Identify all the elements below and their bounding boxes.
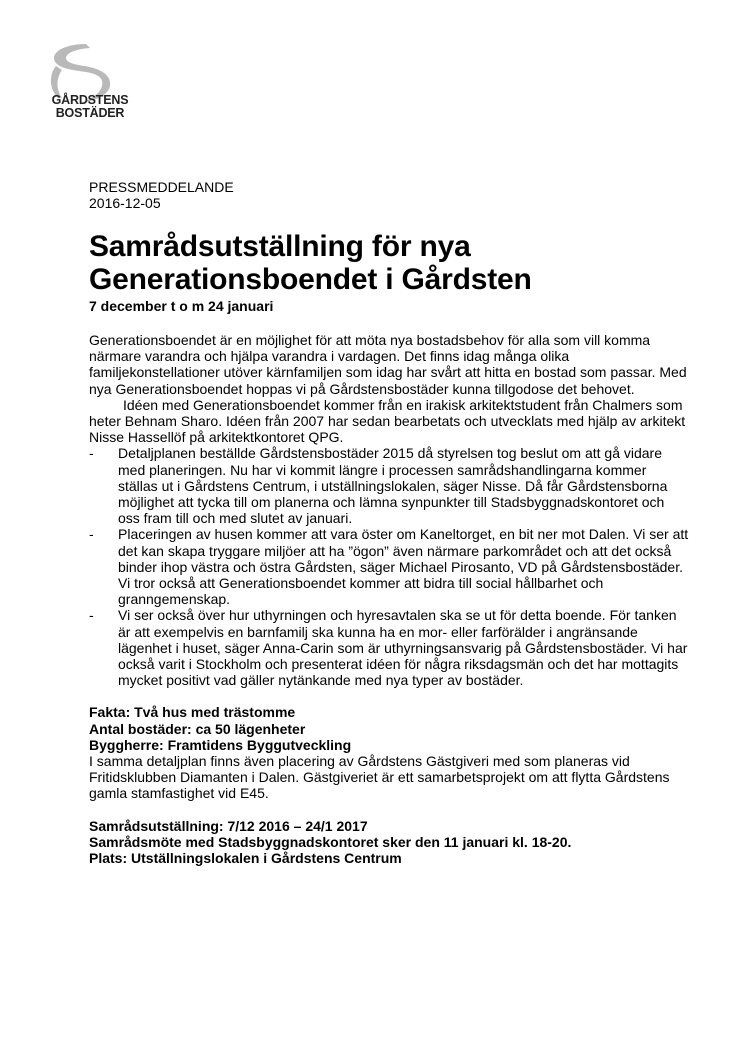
extra-paragraph: I samma detaljplan finns även placering av Gårdstens Gästgiveri med som planeras vid Fritidsklubben Diamanten i Dalen. Gästgiveriet är ett samarbetsprojekt om att flytta Gårdstens gamla stamfastighet vid E45. [89, 753, 670, 802]
fact-structure: Fakta: Två hus med trästomme [89, 704, 296, 721]
logo-line-2: BOSTÄDER [55, 106, 125, 120]
fact-developer: Byggherre: Framtidens Byggutveckling [89, 736, 352, 753]
page-subtitle: 7 december t o m 24 januari [89, 298, 274, 314]
title-line-2: Generationsboendet i Gårdsten [89, 263, 532, 296]
exhibition-location: Plats: Utställningslokalen i Gårdstens Centrum [89, 850, 402, 867]
document-type: PRESSMEDDELANDE [89, 179, 234, 195]
consultation-meeting: Samrådsmöte med Stadsbyggnadskontoret sker den 11 januari kl. 18-20. [89, 833, 572, 850]
list-item: - Placeringen av husen kommer att vara öster om Kaneltorget, en bit ner mot Dalen. Vi ser att det kan skapa tryggare miljöer att ha ”ögon” även närmare parkområdet och att det också binder ihop västra och östra Gårdsten, säger Michael Pirosanto, VD på Gårdstensbostäder. Vi tror också att Generationsboendet kommer att bidra till social hållbarhet och granngemenskap. [89, 526, 689, 607]
exhibition-dates: Samrådsutställning: 7/12 2016 – 24/1 2017 [89, 817, 368, 834]
page-title [89, 230, 689, 296]
document-date: 2016-12-05 [89, 195, 161, 211]
article-body [89, 332, 689, 866]
list-item: - Detaljplanen beställde Gårdstensbostäder 2015 då styrelsen tog beslut om att gå vidare med planeringen. Nu har vi kommit längre i processen samrådshandlingarna kommer ställas ut i Gårdstens Centrum, i utställningslokalen, säger Nisse. Då får Gårdstensborna möjlighet att tycka till om planerna och lämna synpunkter till Stadsbyggnadskontoret och oss fram till och med slutet av januari. [89, 445, 689, 526]
quote-list [89, 445, 689, 688]
list-item: - Vi ser också över hur uthyrningen och hyresavtalen ska se ut för detta boende. För tanken är att exempelvis en barnfamilj ska kunna ha en mor- eller farförälder i angränsande lägenhet i huset, säger Anna-Carin som är uthyrningsansvarig på Gårdstensbostäder. Vi har också varit i Stockholm och presenterat idéen för några riksdagsmän och det har mottagits mycket positivt vad gäller nytänkande med nya typer av bostäder. [89, 607, 689, 688]
title-line-1: Samrådsutställning för nya [89, 230, 471, 263]
intro-paragraph: Generationsboendet är en möjlighet för att möta nya bostadsbehov för alla som vill komma närmare varandra och hjälpa varandra i vardagen. Det finns idag många olika familjekonstellationer utöver kärnfamiljen som idag har svårt att hitta en bostad som passar. Med nya Generationsboendet hoppas vi på Gårdstensbostäder kunna tillgodose det behovet. [89, 332, 687, 397]
logo-line-1: GÅRDSTENS [51, 93, 129, 107]
idea-paragraph: Idéen med Generationsboendet kommer från en irakisk arkitektstudent från Chalmers som heter Behnam Sharo. Idéen från 2007 har sedan bearbetats och utvecklats med hjälp av arkitekt Nisse Hassellöf på arkitektkontoret QPG. [89, 396, 686, 446]
fact-units: Antal bostäder: ca 50 lägenheter [89, 720, 306, 737]
logo-text [48, 94, 132, 120]
company-logo [42, 38, 132, 128]
